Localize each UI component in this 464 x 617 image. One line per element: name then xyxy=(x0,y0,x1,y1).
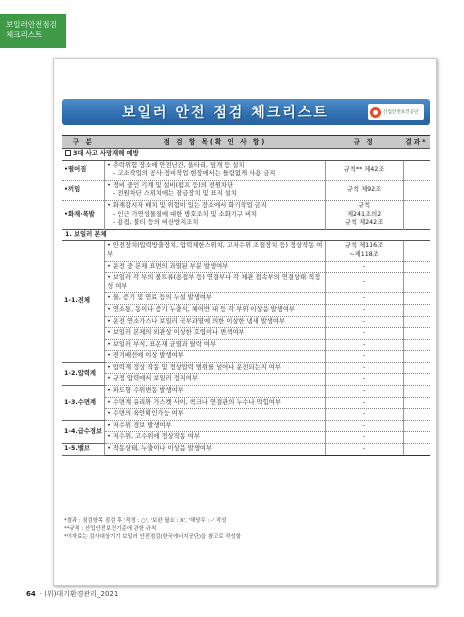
row-result xyxy=(403,397,430,409)
row-result xyxy=(403,200,430,229)
logo-mark-icon xyxy=(370,107,381,118)
check-item-text: • 화재감시자 배치 및 위험이 있는 장소에서 화기작업 금지 xyxy=(107,201,267,209)
check-item-text: • 전기배선에 이상 발생여부 xyxy=(105,351,326,363)
row-result xyxy=(403,316,430,328)
row-category: 1-3.수면계 xyxy=(62,386,105,421)
header-item: 점 검 항 목(확 인 사 항) xyxy=(105,136,326,149)
footnote-1: *결과 : 점검항목 점검 후 '적정 : ○', '보완 필요 : X', '해당무 : -' 작성 xyxy=(64,518,227,524)
table-row xyxy=(62,409,430,421)
row-rule: - xyxy=(325,374,403,386)
table-row xyxy=(62,362,430,374)
table-row xyxy=(62,328,430,340)
check-item-text: - 고소작업의 공사·정비작업 현장에서는 틀림없게 사용 금지 xyxy=(113,170,276,178)
section-row-1 xyxy=(62,149,430,161)
checklist-sheet xyxy=(53,58,437,586)
row-rule: - xyxy=(325,432,403,444)
check-item-text: • 보일러 본체의 외관상 이상한 호엽이나 변색여부 xyxy=(105,328,326,340)
publication-name: · (위)대기환경관리_2021 xyxy=(39,590,119,598)
row-result xyxy=(403,261,430,273)
row-rule: - xyxy=(325,293,403,305)
header-result: 결과* xyxy=(403,136,430,149)
check-item-text: • 수면계 유리와 가스켓 사이, 콕크나 연결관의 누수나 막힘여부 xyxy=(105,397,326,409)
table-row xyxy=(62,444,430,456)
row-result xyxy=(403,293,430,305)
row-items xyxy=(105,180,326,200)
table-row xyxy=(62,273,430,293)
row-rule: - xyxy=(325,316,403,328)
title-banner xyxy=(62,99,430,125)
row-rule: - xyxy=(325,444,403,456)
row-rule: - xyxy=(325,328,403,340)
header-rule: 규 정 xyxy=(325,136,403,149)
row-result xyxy=(403,339,430,351)
row-result xyxy=(403,304,430,316)
row-result xyxy=(403,420,430,432)
row-rule: - xyxy=(325,362,403,374)
check-item-text: • 연소통, 동이나 증기 누출식, 체어반 내 등 각 부위 이상음 발생여부 xyxy=(105,304,326,316)
check-item-text: • 수면의 육안확인가능 여부 xyxy=(105,409,326,421)
row-rule: - xyxy=(325,339,403,351)
check-item-text: • 저수위 경보 발생여부 xyxy=(105,420,326,432)
check-item-text: • 운전 연소가스나 보일러 국부과열에 의한 이상한 냄새 발생여부 xyxy=(105,316,326,328)
table-row xyxy=(62,316,430,328)
page-footer xyxy=(26,589,118,599)
row-category: •화재·폭발 xyxy=(62,200,105,229)
table-header-row xyxy=(62,136,430,149)
check-item-text: • 규정 압력에서 보일러 정지여부 xyxy=(105,374,326,386)
row-rule: - xyxy=(325,351,403,363)
table-row xyxy=(62,180,430,200)
row-rule: - xyxy=(325,397,403,409)
section-title-2: 1. 보일러 본체 xyxy=(62,229,430,241)
check-item-text: • 물, 증기 및 연료 등의 누설 발생여부 xyxy=(105,293,326,305)
section-tab-line2: 체크리스트 xyxy=(6,30,43,39)
table-row xyxy=(62,200,430,229)
section-tab-line1: 보일러안전점검 xyxy=(6,20,57,29)
row-result xyxy=(403,374,430,386)
table-row xyxy=(62,397,430,409)
row-rule: 규칙 제92조 xyxy=(325,180,403,200)
table-row xyxy=(62,293,430,305)
check-item-text: - 인근 가연성물질에 대한 방호조치 및 소화기구 비치 xyxy=(113,210,258,218)
checkbox-square-icon xyxy=(65,150,71,156)
row-category: •떨어짐 xyxy=(62,160,105,180)
row-result xyxy=(403,362,430,374)
footnote-3: *이자료는 검사대상기기 보일러 안전점검(한국에너지공단)을 참고로 작성함 xyxy=(64,534,241,540)
row-rule: - xyxy=(325,409,403,421)
check-item-text: • 보일러 부식, 표온재 균열과 탈락 여부 xyxy=(105,339,326,351)
page-number: 64 xyxy=(26,590,36,598)
check-item-text: • 정비 중인 기계 및 설비(펌프 등)의 전원차단 xyxy=(107,181,234,189)
logo-text: 산업안전보건공단 xyxy=(383,109,419,115)
check-item-text: • 파도형 수위변동 발생여부 xyxy=(105,386,326,398)
table-row xyxy=(62,241,430,261)
row-result xyxy=(403,351,430,363)
row-result xyxy=(403,432,430,444)
section-title-1: 3대 사고 사망재해 예방 xyxy=(73,150,139,157)
row-rule: - xyxy=(325,304,403,316)
banner-title: 보일러 안전 점검 체크리스트 xyxy=(122,105,329,121)
check-item-text: • 안전장치(압력방출장치, 압력제한스위치, 고저수위 조절장치 등) 정상작동 여부 xyxy=(105,241,326,261)
row-rule: - xyxy=(325,261,403,273)
row-items xyxy=(105,160,326,180)
table-row xyxy=(62,351,430,363)
check-item-text: • 보일러 각 부의 볼트류(용접부 등) 연결부나 각 체관 접속부의 연결상태 적정성 여부 xyxy=(105,273,326,293)
check-item-text: • 작동상태, 누출이나 이상음 발생여부 xyxy=(105,444,326,456)
row-result xyxy=(403,273,430,293)
table-body xyxy=(62,149,430,456)
header-category: 구 분 xyxy=(62,136,105,149)
row-rule: 규칙 제116조 ~제118조 xyxy=(325,241,403,261)
check-item-text: • 추락위험 장소에 안전난간, 울타리, 덮개 등 설치 xyxy=(107,161,245,169)
checklist-table xyxy=(62,135,430,456)
table-row xyxy=(62,386,430,398)
row-rule: - xyxy=(325,420,403,432)
table-row xyxy=(62,304,430,316)
footnote-2: **규칙 : 산업안전보건기준에 관한 규칙 xyxy=(64,526,157,532)
section-row-2 xyxy=(62,229,430,241)
check-item-text: • 저수위, 고수위에 정상작동 여부 xyxy=(105,432,326,444)
section-tab xyxy=(0,14,66,48)
row-category: 1-5.밸브 xyxy=(62,444,105,456)
row-rule: 규칙** 제42조 xyxy=(325,160,403,180)
check-item-text: • 운전 중 본체 표면의 과열된 부분 발생여부 xyxy=(105,261,326,273)
row-items xyxy=(105,200,326,229)
row-result xyxy=(403,328,430,340)
row-result xyxy=(403,241,430,261)
row-category: 1-2.압력계 xyxy=(62,362,105,385)
row-category: 1-4.급수경보 xyxy=(62,420,105,443)
footnotes xyxy=(64,517,430,541)
table-row xyxy=(62,432,430,444)
row-category: 1-1.전체 xyxy=(62,241,105,363)
row-rule: 규칙 제241조의2 규칙 제242조 xyxy=(325,200,403,229)
row-result xyxy=(403,180,430,200)
table-row xyxy=(62,339,430,351)
row-rule: - xyxy=(325,273,403,293)
row-category: •끼임 xyxy=(62,180,105,200)
table-row xyxy=(62,160,430,180)
table-row xyxy=(62,420,430,432)
row-result xyxy=(403,409,430,421)
row-result xyxy=(403,386,430,398)
row-result xyxy=(403,160,430,180)
agency-logo xyxy=(368,104,424,120)
check-item-text: - 용접, 불티 등의 비산방지조치 xyxy=(113,219,199,227)
check-item-text: • 압력계 정상 작동 및 정상압력 범위를 넘어나 운전되는지 여부 xyxy=(105,362,326,374)
table-row xyxy=(62,261,430,273)
row-rule: - xyxy=(325,386,403,398)
table-row xyxy=(62,374,430,386)
check-item-text: - 전원차단 스위치에는 잠금장치 및 표지 설치 xyxy=(113,190,237,198)
row-result xyxy=(403,444,430,456)
